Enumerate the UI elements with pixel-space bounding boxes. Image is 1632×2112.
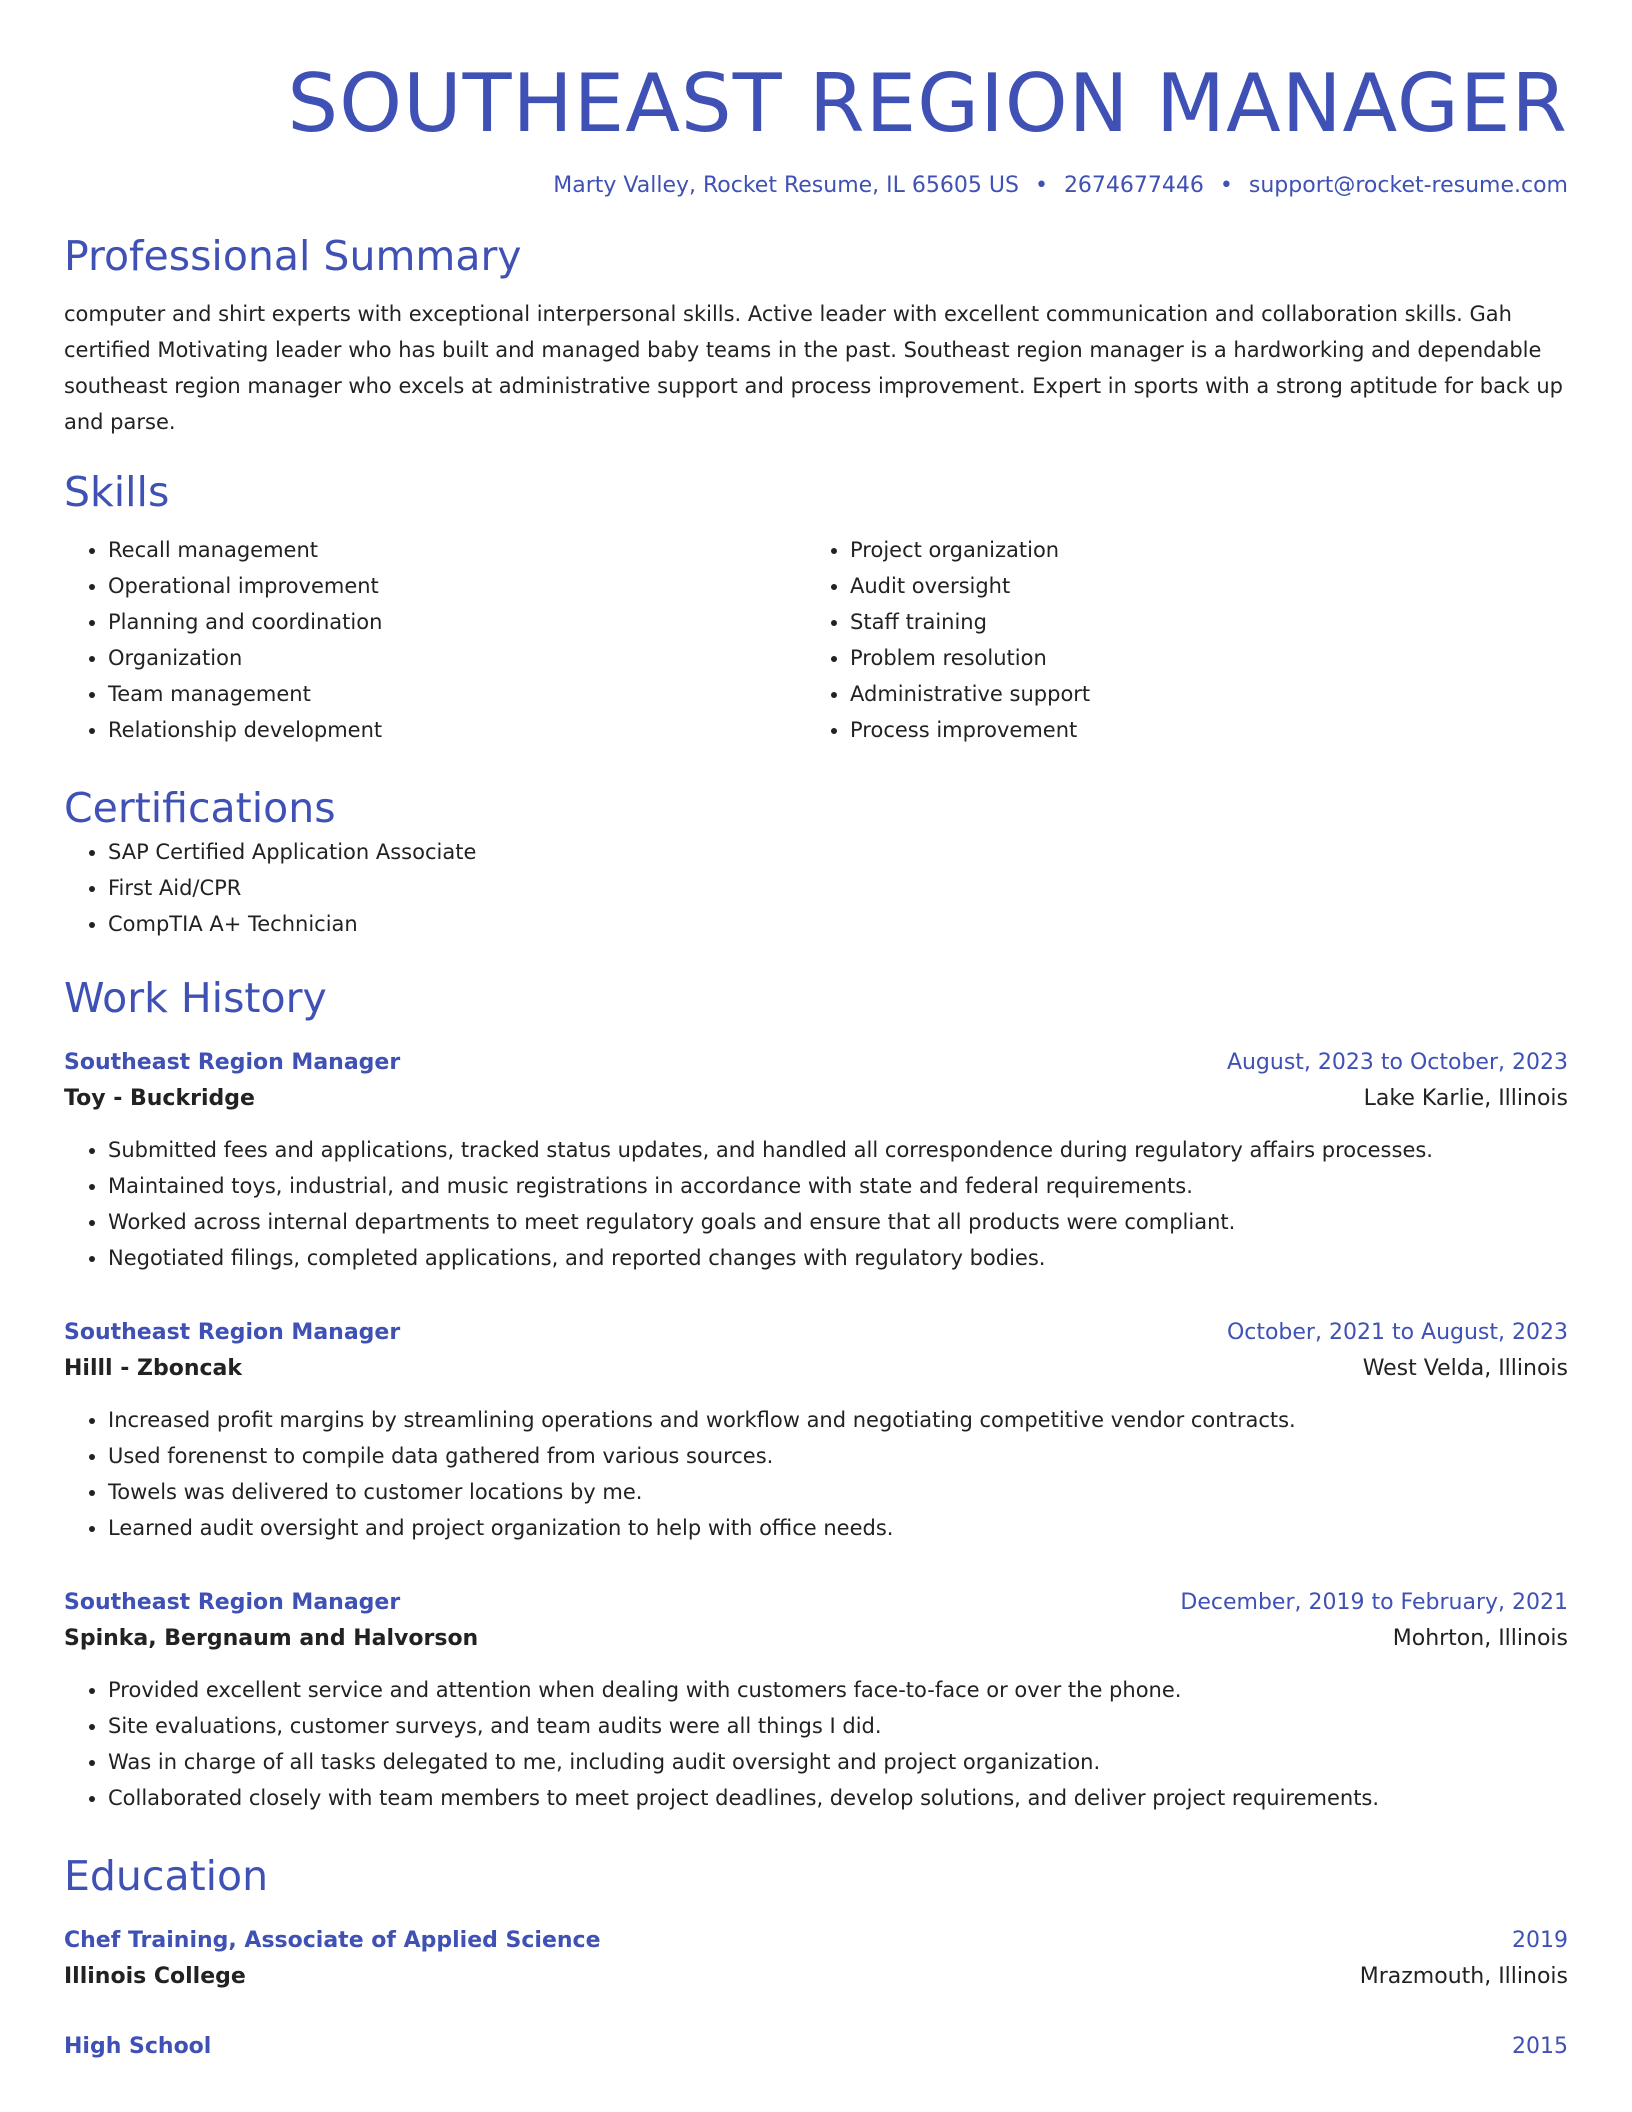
skill-item: • Recall management [108, 532, 806, 568]
resume-page [64, 0, 1568, 2064]
skill-item: • Relationship development [108, 712, 806, 748]
section-title-work-history: Work History [64, 974, 327, 1022]
job-bullet: • Learned audit oversight and project organization to help with office needs. [108, 1510, 1568, 1546]
skill-item: • Audit oversight [850, 568, 1548, 604]
skill-item: • Planning and coordination [108, 604, 806, 640]
skill-item: • Operational improvement [108, 568, 806, 604]
job-company: Spinka, Bergnaum and Halvorson [64, 1626, 479, 1651]
education-location: Mrazmouth, Illinois [1359, 1964, 1568, 1989]
job-bullet: • Submitted fees and applications, tracked status updates, and handled all correspondence during regulatory affairs processes. [108, 1132, 1568, 1168]
job-entry [64, 1586, 1568, 1816]
job-dates: October, 2021 to August, 2023 [1226, 1320, 1568, 1345]
separator-dot: • [1034, 173, 1048, 198]
job-bullet: • Worked across internal departments to meet regulatory goals and ensure that all products were compliant. [108, 1204, 1568, 1240]
job-bullet: • Collaborated closely with team members to meet project deadlines, develop solutions, and deliver project requirements. [108, 1780, 1568, 1816]
skills-column-right [806, 532, 1548, 748]
skills-list-left [64, 532, 806, 748]
education-entry [64, 1924, 1568, 1996]
job-company-row [64, 1080, 1568, 1118]
skill-item: • Problem resolution [850, 640, 1548, 676]
job-company-row [64, 1620, 1568, 1658]
job-role: Southeast Region Manager [64, 1320, 401, 1345]
job-company: Toy - Buckridge [64, 1086, 255, 1111]
job-location: Mohrton, Illinois [1392, 1626, 1568, 1651]
job-role: Southeast Region Manager [64, 1590, 401, 1615]
contact-line [64, 170, 1568, 202]
summary-text: computer and shirt experts with exceptional interpersonal skills. Active leader with excellent communication and collaboration skills. Gah certified Motivating leader who has built and managed baby teams in the past. Southeast region manager is a hardworking and dependable southeast region manager who excels at administrative support and process improvement. Expert in sports with a strong aptitude for back up and parse. [64, 302, 1563, 434]
job-bullet: • Negotiated filings, completed applications, and reported changes with regulatory bodies. [108, 1240, 1568, 1276]
job-entry [64, 1046, 1568, 1276]
skills-grid [64, 532, 1568, 748]
certification-item: • SAP Certified Application Associate [108, 834, 1568, 870]
job-company-row [64, 1350, 1568, 1388]
education-header-row [64, 2030, 1568, 2064]
job-bullet: • Used forenenst to compile data gathered from various sources. [108, 1438, 1568, 1474]
section-title-skills: Skills [64, 468, 170, 516]
job-bullet: • Increased profit margins by streamlining operations and workflow and negotiating competitive vendor contracts. [108, 1402, 1568, 1438]
job-bullets [64, 1402, 1568, 1546]
page-title: SOUTHEAST REGION MANAGER [287, 57, 1568, 150]
education-header-row [64, 1924, 1568, 1958]
job-company: Hilll - Zboncak [64, 1356, 243, 1381]
section-title-education: Education [64, 1852, 269, 1900]
job-bullet: • Provided excellent service and attention when dealing with customers face-to-face or over the phone. [108, 1672, 1568, 1708]
education-school: Illinois College [64, 1964, 246, 1989]
job-location: West Velda, Illinois [1362, 1356, 1568, 1381]
job-dates: December, 2019 to February, 2021 [1180, 1590, 1568, 1615]
job-bullet: • Site evaluations, customer surveys, and team audits were all things I did. [108, 1708, 1568, 1744]
phone-text: 2674677446 [1063, 173, 1204, 198]
job-header-row [64, 1586, 1568, 1620]
skill-item: • Team management [108, 676, 806, 712]
job-entry [64, 1316, 1568, 1546]
job-bullet: • Towels was delivered to customer locations by me. [108, 1474, 1568, 1510]
skills-column-left [64, 532, 806, 748]
job-role: Southeast Region Manager [64, 1050, 401, 1075]
skills-list-right [806, 532, 1548, 748]
job-bullet: • Maintained toys, industrial, and music registrations in accordance with state and federal requirements. [108, 1168, 1568, 1204]
education-entry [64, 2030, 1568, 2064]
education-year: 2019 [1512, 1928, 1568, 1953]
job-header-row [64, 1316, 1568, 1350]
job-bullet: • Was in charge of all tasks delegated to me, including audit oversight and project organization. [108, 1744, 1568, 1780]
email-text: support@rocket-resume.com [1248, 173, 1568, 198]
education-degree: Chef Training, Associate of Applied Science [64, 1928, 601, 1953]
skill-item: • Project organization [850, 532, 1548, 568]
certification-item: • CompTIA A+ Technician [108, 906, 1568, 942]
job-header-row [64, 1046, 1568, 1080]
education-year: 2015 [1512, 2034, 1568, 2059]
section-title-certifications: Certifications [64, 784, 336, 832]
address-text: Marty Valley, Rocket Resume, IL 65605 US [553, 173, 1019, 198]
skill-item: • Organization [108, 640, 806, 676]
certification-item: • First Aid/CPR [108, 870, 1568, 906]
skill-item: • Process improvement [850, 712, 1548, 748]
job-bullets [64, 1672, 1568, 1816]
job-location: Lake Karlie, Illinois [1363, 1086, 1568, 1111]
skill-item: • Administrative support [850, 676, 1548, 712]
education-school-row [64, 1958, 1568, 1996]
separator-dot: • [1219, 173, 1233, 198]
education-degree: High School [64, 2034, 212, 2059]
job-bullets [64, 1132, 1568, 1276]
certifications-list [64, 834, 1568, 942]
job-dates: August, 2023 to October, 2023 [1226, 1050, 1568, 1075]
skill-item: • Staff training [850, 604, 1548, 640]
section-title-summary: Professional Summary [64, 232, 522, 280]
